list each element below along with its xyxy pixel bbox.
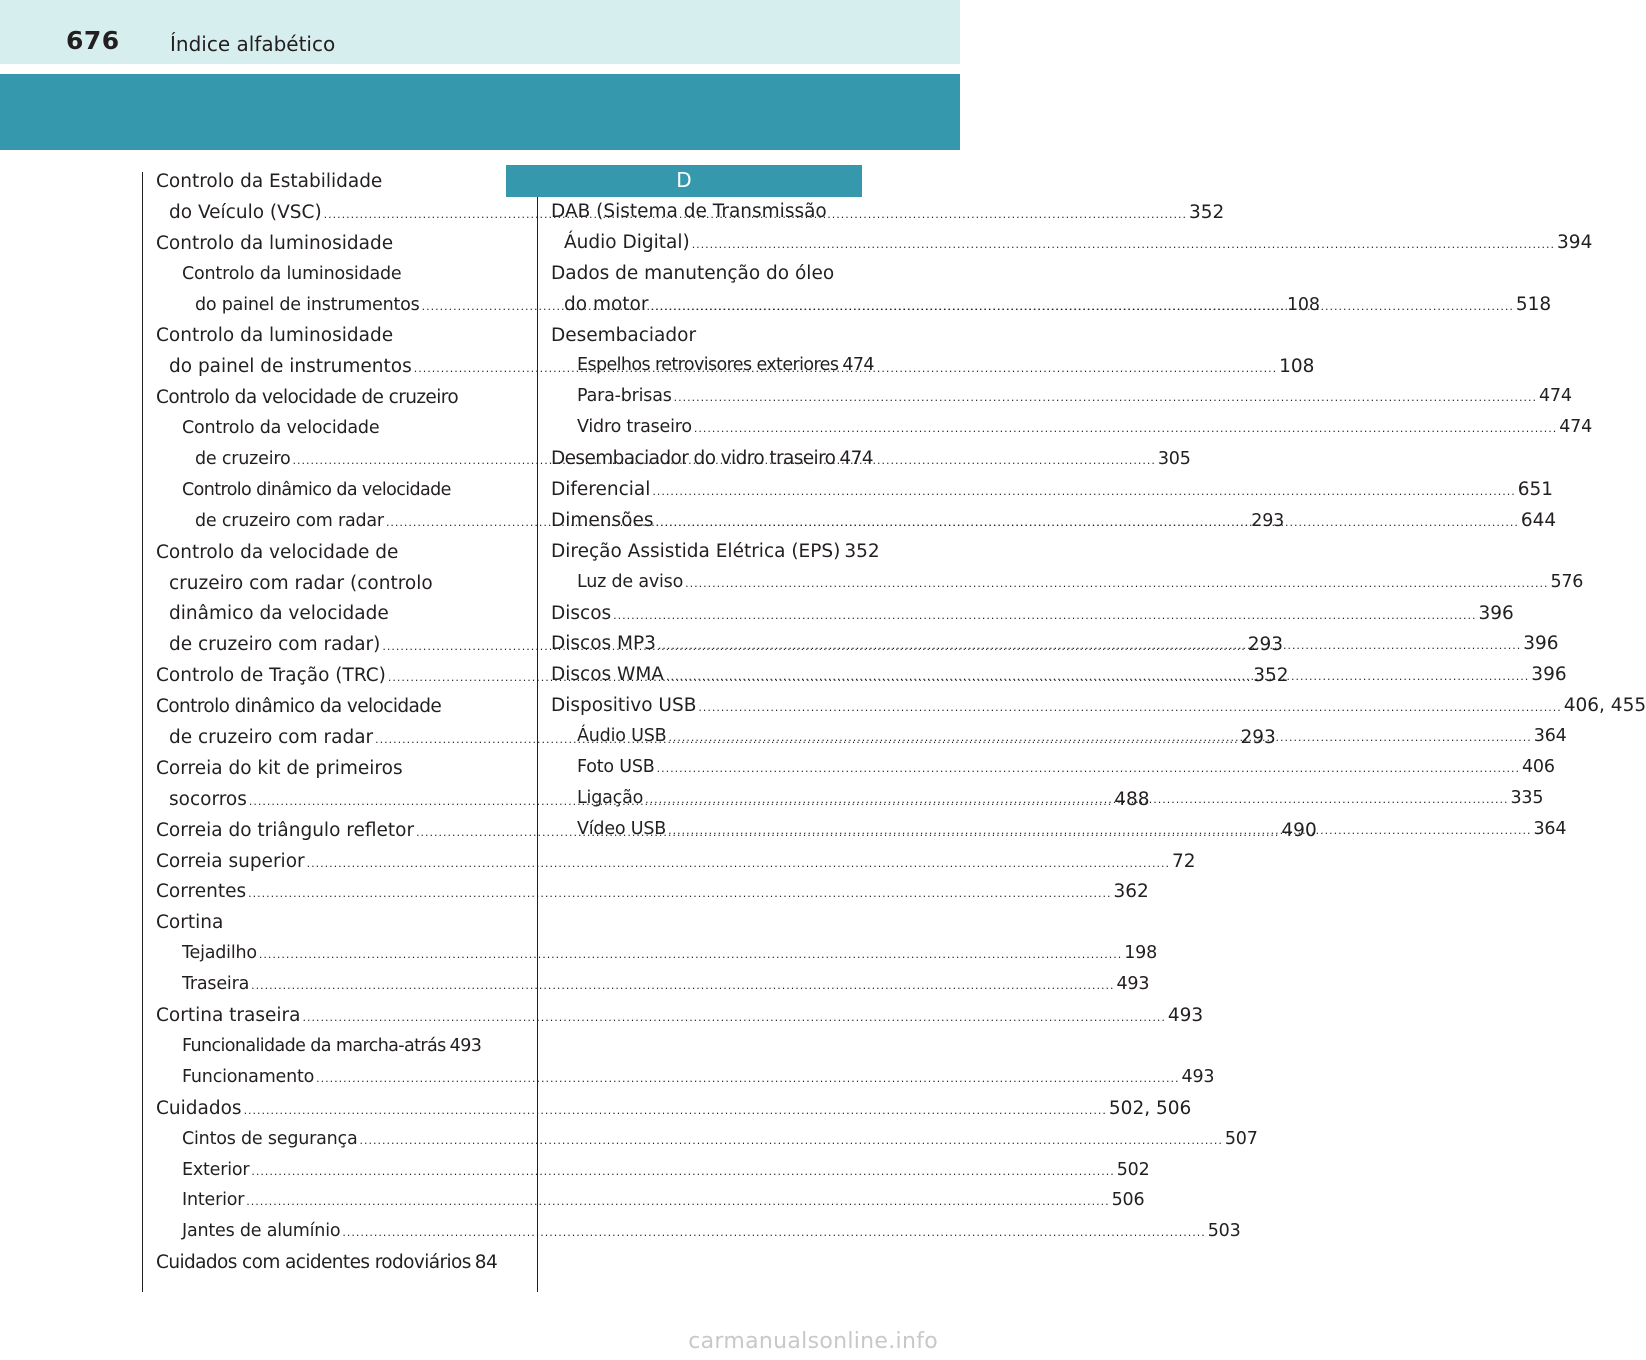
index-entry-text: Cortina traseira — [156, 1005, 301, 1027]
index-page-ref[interactable]: 108 — [1279, 356, 1315, 378]
watermark: carmanualsonline.info — [688, 1329, 938, 1354]
index-entry — [551, 474, 1554, 505]
index-entry-text: Desembaciador — [551, 324, 697, 346]
index-entry-text: Dimensões — [551, 509, 654, 531]
index-entry — [156, 753, 466, 784]
index-page-ref[interactable]: 493 — [449, 1035, 482, 1056]
index-entry — [156, 691, 466, 722]
dot-leader — [316, 1063, 1179, 1094]
index-entry-text: de cruzeiro com radar — [169, 727, 374, 749]
index-page-ref[interactable]: 474 — [1539, 386, 1572, 407]
index-entry — [156, 1000, 1204, 1031]
index-page-ref[interactable]: 576 — [1550, 571, 1584, 592]
index-entry — [156, 1062, 1215, 1093]
index-page-ref[interactable]: 493 — [1181, 1066, 1215, 1087]
index-entry-text: Cuidados — [156, 1097, 242, 1119]
index-page-ref[interactable]: 644 — [1520, 509, 1557, 531]
index-page-ref[interactable]: 305 — [1157, 449, 1191, 470]
index-entry — [156, 938, 1158, 969]
dot-leader — [302, 1002, 1165, 1033]
left-column-rule — [142, 172, 143, 1292]
index-page-ref[interactable]: 352 — [1253, 665, 1289, 687]
index-entry-text: Discos MP3 — [551, 633, 656, 655]
index-page-ref[interactable]: 502, 506 — [1108, 1097, 1192, 1119]
index-page-ref[interactable]: 406 — [1521, 757, 1555, 778]
index-entry-text: Cuidados com acidentes rodoviários — [156, 1252, 471, 1274]
header-band — [0, 0, 960, 64]
index-entry-text: Jantes de alumínio — [182, 1221, 341, 1242]
letter-heading-d: D — [506, 165, 862, 197]
index-entry — [156, 320, 466, 351]
dot-leader — [251, 970, 1114, 1001]
index-page-ref[interactable]: 108 — [1286, 294, 1320, 315]
index-entry — [156, 1124, 1258, 1155]
index-page-ref[interactable]: 84 — [474, 1252, 498, 1274]
index-page-ref[interactable]: 518 — [1515, 293, 1552, 315]
index-entry — [551, 350, 874, 381]
index-entry — [156, 1247, 498, 1278]
index-page-ref[interactable]: 293 — [1240, 727, 1276, 749]
index-entry-text: Interior — [182, 1190, 245, 1211]
index-entry-text: Discos — [551, 602, 612, 624]
index-entry-text: Vídeo USB — [577, 818, 667, 839]
index-entry-text: Para-brisas — [577, 386, 672, 407]
index-entry-text: Controlo da luminosidade — [156, 325, 394, 347]
index-entry-text: de cruzeiro com radar — [195, 510, 384, 531]
index-entry-text: dinâmico da velocidade — [169, 603, 389, 625]
dot-leader — [251, 1156, 1114, 1187]
index-page-ref[interactable]: 490 — [1281, 819, 1317, 841]
index-entry-text: Funcionamento — [182, 1066, 315, 1087]
dot-leader — [342, 1217, 1205, 1248]
index-entry — [156, 1031, 482, 1062]
index-entry — [551, 412, 1593, 443]
index-entry-text: DAB (Sistema de Transmissão — [551, 201, 827, 222]
index-entry — [156, 413, 466, 444]
index-page-ref[interactable]: 364 — [1533, 818, 1567, 839]
index-entry-text: Correntes — [156, 881, 247, 903]
index-entry — [156, 259, 466, 290]
dot-leader — [668, 722, 1531, 753]
index-page-ref[interactable]: 396 — [1531, 664, 1567, 686]
index-entry-text: Áudio USB — [577, 726, 667, 747]
dot-leader — [248, 878, 1111, 909]
index-entry-text: Controlo dinâmico da velocidade — [156, 696, 442, 718]
index-page-ref[interactable]: 396 — [1523, 633, 1559, 655]
index-entry — [156, 969, 1150, 1000]
index-page-ref[interactable]: 503 — [1207, 1221, 1241, 1242]
index-page-ref[interactable]: 394 — [1557, 231, 1593, 253]
index-entry-text: Tejadilho — [182, 943, 257, 964]
dot-leader — [658, 630, 1521, 661]
index-entry-text: Controlo da velocidade de cruzeiro — [156, 387, 459, 409]
index-page-ref[interactable]: 293 — [1247, 634, 1284, 656]
dot-leader — [650, 291, 1513, 322]
index-entry-text: Funcionalidade da marcha-atrás — [182, 1035, 446, 1056]
index-entry-text: Controlo da velocidade de — [156, 541, 399, 563]
index-entry — [156, 568, 466, 599]
index-entry-text: cruzeiro com radar (controlo — [169, 572, 433, 594]
index-entry-text: Correia do kit de primeiros — [156, 757, 403, 779]
index-entry — [156, 1185, 1145, 1216]
dot-leader — [668, 815, 1531, 846]
section-title: Índice alfabético — [170, 32, 336, 56]
index-entry-text: do motor — [564, 293, 649, 315]
index-entry — [551, 536, 880, 567]
index-page-ref[interactable]: 335 — [1510, 787, 1544, 808]
index-entry — [156, 1216, 1241, 1247]
dot-leader — [645, 784, 1508, 815]
index-entry-text: Espelhos retrovisores exteriores — [577, 355, 839, 376]
index-page-ref[interactable]: 364 — [1533, 726, 1567, 747]
index-entry-text: Direção Assistida Elétrica (EPS) — [551, 540, 841, 562]
index-entry — [551, 196, 862, 227]
dot-leader — [246, 1186, 1109, 1217]
index-page-ref[interactable]: 651 — [1517, 479, 1554, 501]
index-entry-text: socorros — [169, 788, 247, 810]
dot-leader — [692, 229, 1555, 260]
index-entry-text: Foto USB — [577, 757, 655, 778]
index-entry-text: Cortina — [156, 912, 224, 934]
index-entry-text: Controlo dinâmico da velocidade — [182, 479, 451, 500]
index-entry-text: do Veículo (VSC) — [169, 201, 322, 223]
index-entry — [156, 876, 1149, 907]
index-entry — [156, 1155, 1150, 1186]
dot-leader — [674, 382, 1537, 413]
index-entry-text: do painel de instrumentos — [195, 294, 420, 315]
index-entry — [156, 382, 466, 413]
index-entry — [156, 907, 466, 938]
index-entry-text: Áudio Digital) — [564, 231, 690, 253]
index-entry-text: Controlo da luminosidade — [182, 263, 402, 284]
header-accent-band — [0, 74, 960, 150]
index-page-ref[interactable]: 506 — [1111, 1190, 1145, 1211]
page-number: 676 — [66, 26, 120, 55]
index-entry — [156, 537, 466, 568]
dot-leader — [685, 568, 1548, 599]
index-entry-text: Correia do triângulo refletor — [156, 819, 415, 841]
index-entry — [551, 258, 862, 289]
dot-leader — [657, 753, 1520, 784]
dot-leader — [307, 848, 1170, 879]
dot-leader — [259, 939, 1122, 970]
index-entry — [551, 567, 1584, 598]
index-entry-text: de cruzeiro — [195, 449, 291, 470]
index-entry-text: Diferencial — [551, 479, 651, 501]
index-page-ref[interactable]: 198 — [1124, 943, 1158, 964]
index-entry — [551, 381, 1572, 412]
dot-leader — [666, 661, 1529, 692]
dot-leader — [613, 600, 1476, 631]
index-entry — [551, 752, 1555, 783]
index-page-ref[interactable]: 293 — [1251, 510, 1285, 531]
index-entry-text: Discos WMA — [551, 664, 664, 686]
index-entry — [156, 166, 466, 197]
index-entry-text: Dados de manutenção do óleo — [551, 262, 835, 284]
index-entry — [551, 227, 1593, 258]
index-entry — [551, 690, 1646, 721]
index-page-ref[interactable]: 474 — [1559, 417, 1593, 438]
index-page-ref[interactable]: 474 — [839, 448, 873, 470]
dot-leader — [244, 1095, 1107, 1126]
index-entry — [551, 320, 862, 351]
index-entry-text: Cintos de segurança — [182, 1128, 358, 1149]
index-entry-text: do painel de instrumentos — [169, 356, 412, 378]
index-page-ref[interactable]: 406, 455 — [1563, 695, 1646, 717]
index-entry — [551, 598, 1514, 629]
index-entry-text: de cruzeiro com radar) — [169, 634, 381, 656]
index-entry-text: Controlo da Estabilidade — [156, 171, 383, 192]
index-page-ref[interactable]: 493 — [1167, 1005, 1204, 1027]
index-page-ref[interactable]: 352 — [1189, 201, 1225, 223]
index-page-ref[interactable]: 493 — [1116, 974, 1150, 995]
index-entry-text: Desembaciador do vidro traseiro — [551, 448, 836, 470]
index-page-ref[interactable]: 502 — [1116, 1159, 1150, 1180]
index-page-ref[interactable]: 396 — [1478, 602, 1514, 624]
index-page-ref[interactable]: 72 — [1171, 850, 1196, 872]
dot-leader — [698, 692, 1561, 723]
index-page-ref[interactable]: 352 — [844, 540, 880, 562]
index-page-ref[interactable]: 507 — [1224, 1128, 1258, 1149]
index-entry-text: Exterior — [182, 1159, 250, 1180]
dot-leader — [656, 507, 1519, 538]
index-page-ref[interactable]: 488 — [1114, 788, 1150, 810]
dot-leader — [652, 476, 1515, 507]
dot-leader — [360, 1125, 1223, 1156]
index-entry — [551, 443, 873, 474]
index-entry — [156, 475, 466, 506]
index-page-ref[interactable]: 362 — [1113, 881, 1149, 903]
index-entry-text: Correia superior — [156, 850, 305, 872]
index-entry-text: Controlo de Tração (TRC) — [156, 665, 386, 687]
index-entry-text: Ligação — [577, 787, 644, 808]
index-entry — [156, 1093, 1192, 1124]
index-entry-text: Controlo da luminosidade — [156, 232, 394, 254]
index-entry-text: Dispositivo USB — [551, 695, 697, 717]
index-entry — [156, 846, 1196, 877]
dot-leader — [694, 413, 1557, 444]
index-entry-text: Vidro traseiro — [577, 417, 692, 438]
index-entry-text: Controlo da velocidade — [182, 418, 380, 439]
index-entry-text: Traseira — [182, 974, 250, 995]
index-entry-text: Luz de aviso — [577, 571, 684, 592]
index-entry — [156, 228, 466, 259]
index-page-ref[interactable]: 474 — [842, 355, 874, 376]
index-entry — [156, 598, 466, 629]
